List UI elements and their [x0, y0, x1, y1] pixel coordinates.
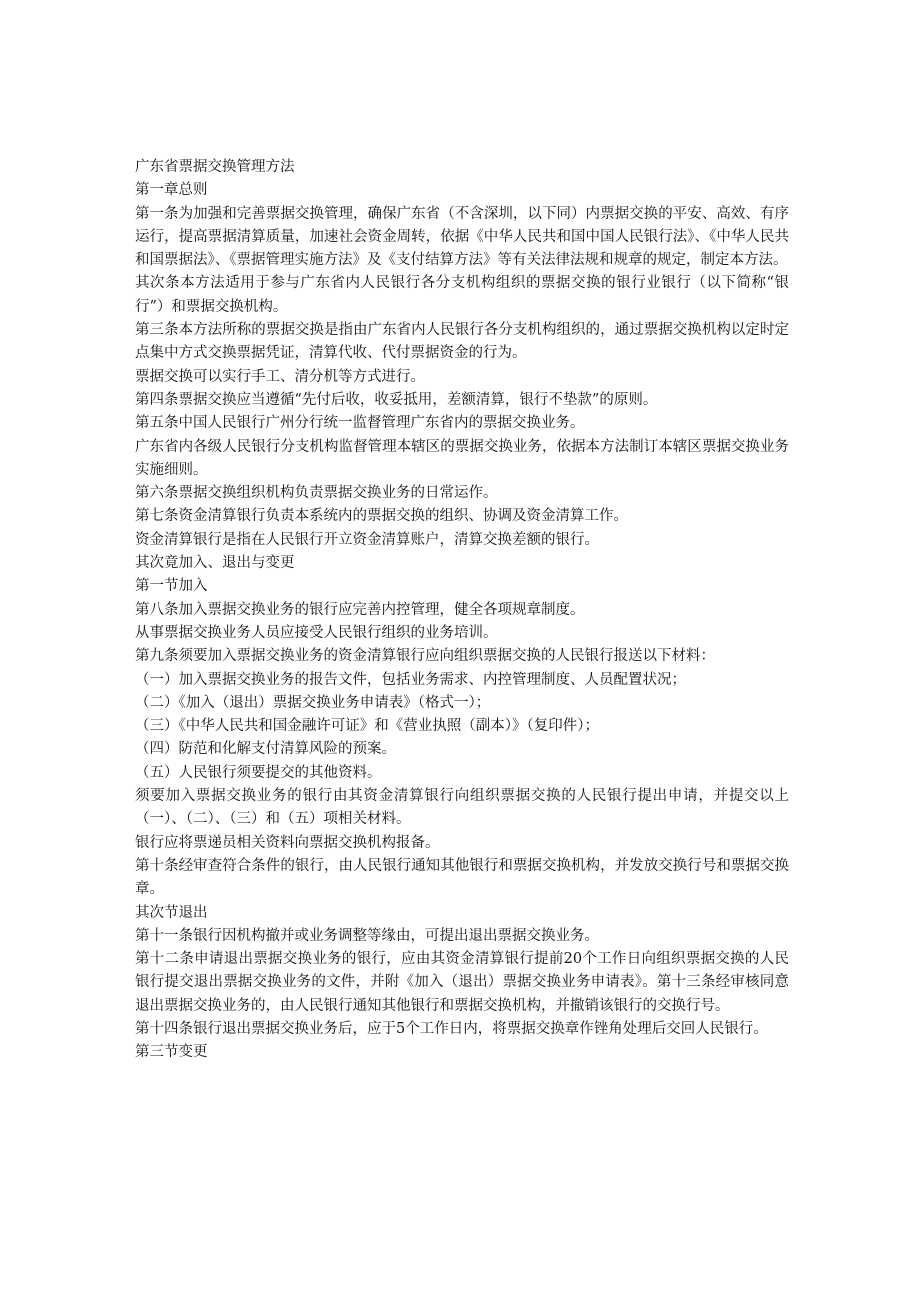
paragraph: 第五条中国人民银行广州分行统一监督管理广东省内的票据交换业务。 [135, 415, 585, 432]
section-heading: 其次节退出 [135, 904, 208, 921]
paragraph: 第八条加入票据交换业务的银行应完善内控管理，健全各项规章制度。 [135, 601, 585, 618]
paragraph: 广东省内各级人民银行分支机构监督管理本辖区的票据交换业务，依据本方法制订本辖区票据交换业务实施细则。 [135, 438, 789, 478]
paragraph: 第六条票据交换组织机构负责票据交换业务的日常运作。 [135, 485, 498, 502]
list-item: （四）防范和化解支付清算风险的预案。 [135, 741, 396, 758]
paragraph: 银行应将票递员相关资料向票据交换机构报备。 [135, 834, 440, 851]
paragraph: 第十一条银行因机构撤并或业务调整等缘由，可提出退出票据交换业务。 [135, 927, 599, 944]
list-item: （五）人民银行须要提交的其他资料。 [135, 764, 382, 781]
paragraph: 其次条本方法适用于参与广东省内人民银行各分支机构组织的票据交换的银行业银行（以下简称“银行”）和票据交换机构。 [135, 275, 789, 315]
paragraph: 从事票据交换业务人员应接受人民银行组织的业务培训。 [135, 624, 498, 641]
list-item: （二）《加入（退出）票据交换业务申请表》（格式一）； [135, 694, 491, 711]
document-title: 广东省票据交换管理方法 [135, 159, 295, 175]
list-item: （三）《中华人民共和国金融许可证》和《营业执照（副本）》（复印件）； [135, 718, 599, 735]
paragraph: 第三条本方法所称的票据交换是指由广东省内人民银行各分支机构组织的，通过票据交换机构以定时定点集中方式交换票据凭证，清算代收、代付票据资金的行为。 [135, 322, 789, 362]
section-heading: 第三节变更 [135, 1044, 208, 1061]
chapter-heading: 其次竟加入、退出与变更 [135, 555, 295, 572]
paragraph: 第四条票据交换应当遵循“先付后收，收妥抵用，差额清算，银行不垫款”的原则。 [135, 391, 658, 408]
paragraph: 票据交换可以实行手工、清分机等方式进行。 [135, 368, 425, 385]
chapter-heading: 第一章总则 [135, 182, 208, 199]
paragraph: 第十条经审查符合条件的银行，由人民银行通知其他银行和票据交换机构，并发放交换行号和票据交换章。 [135, 857, 789, 898]
paragraph: 第十二条申请退出票据交换业务的银行，应由其资金清算银行提前20个工作日向组织票据交换的人民银行提交退出票据交换业务的文件，并附《加入（退出）票据交换业务申请表》。第十三条经审核同意退出票据交换业务的，由人民银行通知其他银行和票据交换机构，并撤销该银行的交换行号。 [135, 951, 789, 1014]
list-item: （一）加入票据交换业务的报告文件，包括业务需求、内控管理制度、人员配置状况； [135, 671, 686, 688]
document-body [135, 156, 789, 1065]
paragraph: 须要加入票据交换业务的银行由其资金清算银行向组织票据交换的人民银行提出申请，并提交以上（一）、（二）、（三）和（五）项相关材料。 [135, 788, 789, 828]
paragraph: 第一条为加强和完善票据交换管理，确保广东省（不含深圳，以下同）内票据交换的平安、高效、有序运行，提高票据清算质量，加速社会资金周转，依据《中华人民共和国中国人民银行法》、《中华人民共和国票据法》、《票据管理实施方法》及《支付结算方法》等有关法律法规和规章的规定，制定本方法。 [135, 205, 789, 269]
section-heading: 第一节加入 [135, 578, 208, 595]
paragraph: 第七条资金清算银行负责本系统内的票据交换的组织、协调及资金清算工作。 [135, 508, 628, 525]
paragraph: 资金清算银行是指在人民银行开立资金清算账户，清算交换差额的银行。 [135, 531, 599, 548]
paragraph: 第九条须要加入票据交换业务的资金清算银行应向组织票据交换的人民银行报送以下材料： [135, 648, 715, 665]
paragraph: 第十四条银行退出票据交换业务后，应于5个工作日内，将票据交换章作锉角处理后交回人民银行。 [135, 1020, 768, 1037]
